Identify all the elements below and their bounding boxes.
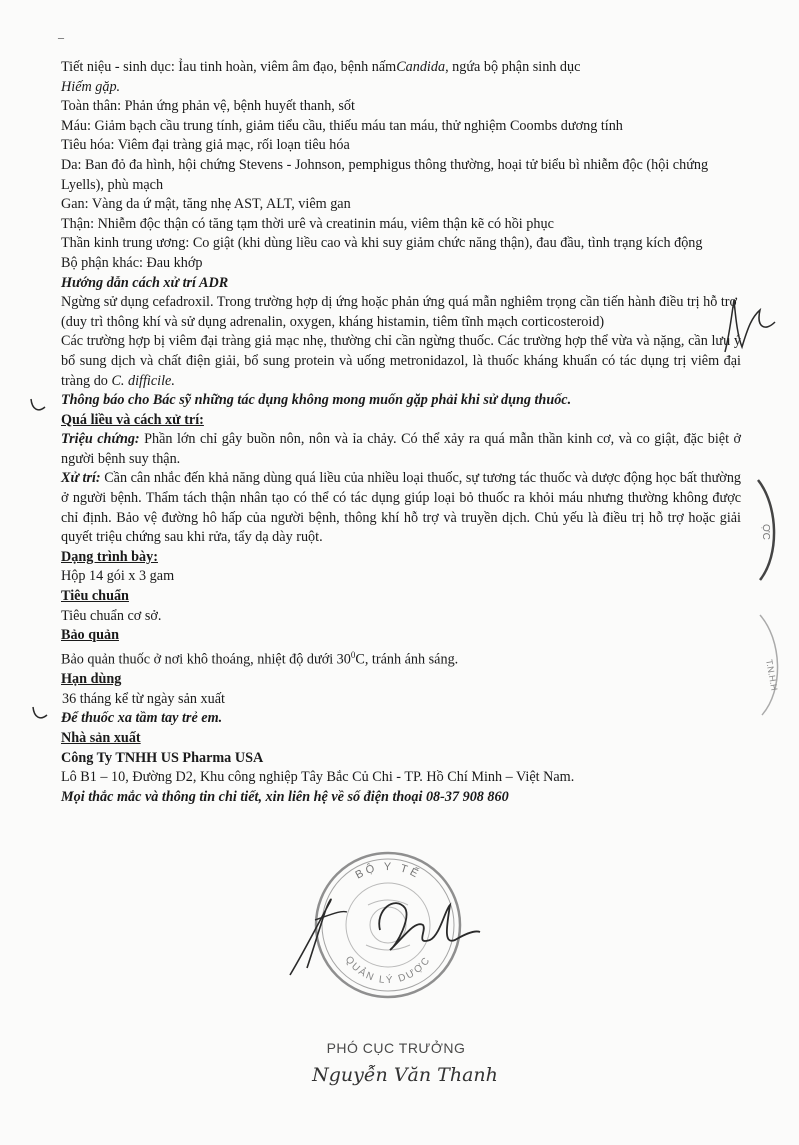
margin-hook-icon-2 (30, 703, 50, 725)
margin-initials-icon (720, 292, 780, 362)
line-mau: Máu: Giảm bạch cầu trung tính, giảm tiểu cầu, thiếu máu tan máu, thử nghiệm Coombs dương tính (61, 117, 623, 134)
line-cong-ty: Công Ty TNHH US Pharma USA (61, 749, 264, 766)
seal-text-top: BỘ Y TẾ (353, 860, 423, 882)
heading-qua-lieu: Quá liều và cách xử trí: (61, 411, 204, 428)
heading-bao-quan: Bảo quản (61, 627, 119, 644)
line-tieu-chuan: Tiêu chuẩn cơ sở. (61, 607, 162, 624)
heading-tieu-chuan: Tiêu chuẩn (61, 588, 129, 605)
line-dia-chi: Lô B1 – 10, Đường D2, Khu công nghiệp Tây Bắc Củ Chi - TP. Hồ Chí Minh – Việt Nam. (61, 769, 575, 786)
line-bao-quan: Bảo quản thuốc ở nơi khô thoáng, nhiệt độ dưới $30^0C$, tránh ánh sáng. (61, 649, 459, 668)
line-than: Thận: Nhiễm độc thận có tăng tạm thời urê và creatinin máu, viêm thận kẽ có hồi phục (61, 215, 554, 232)
line-de-thuoc: Để thuốc xa tầm tay trẻ em. (61, 710, 223, 727)
paragraph-huong-dan-2: Các trường hợp bị viêm đại tràng giả mạc nhẹ, thường chỉ cần ngừng thuốc. Các trường hợp thể vừa và nặng, cần lưu ý bổ sung dịch và chất điện giải, bổ sung protein và uống metronidazol, là thuốc kháng khuẩn có tác dụng trị viêm đại tràng do C. difficile. (61, 333, 741, 389)
paragraph-xu-tri: Xử trí: Cần cân nhắc đến khả năng dùng quá liều của nhiều loại thuốc, sự tương tác thuốc và dược động học bất thường ở người bệnh. Thẩm tách thận nhân tạo có thể có tác dụng giúp loại bỏ thuốc ra khỏi máu nhưng thường không được chỉ định. Bảo vệ đường hô hấp của người bệnh, thông khí hỗ trợ và truyền dịch. Chủ yếu là điều trị hỗ trợ hoặc giải quyết triệu chứng sau khi rửa, tẩy dạ dày ruột. (61, 470, 742, 546)
line-bo-phan-khac: Bộ phận khác: Đau khớp (61, 254, 203, 271)
line-gan: Gan: Vàng da ứ mật, tăng nhẹ AST, ALT, viêm gan (61, 196, 351, 213)
paragraph-trieu-chung: Triệu chứng: Phần lớn chỉ gây buồn nôn, nôn và ỉa chảy. Có thể xảy ra quá mẫn thần kinh cơ, và co giật, đặc biệt ở người bệnh suy thận. (61, 431, 741, 467)
partial-seal-icon (752, 610, 792, 720)
line-han-dung: 36 tháng kể từ ngày sản xuất (62, 690, 225, 707)
line-dang-trinh-bay: Hộp 14 gói x 3 gam (61, 568, 175, 585)
line-da: Da: Ban đỏ đa hình, hội chứng Stevens - Johnson, pemphigus thông thường, hoại tử biểu bì nhiễm độc (hội chứng Lyells), phù mạch (61, 156, 709, 193)
heading-nha-san-xuat: Nhà sản xuất (61, 729, 141, 746)
partial-stamp-icon (748, 475, 788, 585)
svg-text:ỢC: ỢC (760, 524, 771, 540)
signatory-title: PHÓ CỤC TRƯỞNG (326, 1040, 466, 1056)
margin-hook-icon (28, 395, 48, 417)
signature-icon (285, 890, 485, 980)
line-than-kinh: Thần kinh trung ương: Co giật (khi dùng liều cao và khi suy giảm chức năng thận), đau đầu, tình trạng kích động (61, 235, 703, 252)
notice-thong-bao: Thông báo cho Bác sỹ những tác dụng không mong muốn gặp phải khi sử dụng thuốc. (61, 392, 572, 409)
heading-han-dung: Hạn dùng (61, 671, 122, 688)
signatory-name: Nguyễn Văn Thanh (312, 1064, 498, 1086)
heading-hiem-gap: Hiếm gặp. (61, 78, 121, 95)
heading-dang-trinh-bay: Dạng trình bày: (61, 548, 158, 565)
line-toan-than: Toàn thân: Phản ứng phản vệ, bệnh huyết thanh, sốt (61, 98, 355, 115)
heading-huong-dan-adr: Hướng dẫn cách xử trí ADR (61, 274, 229, 291)
document-body (61, 58, 741, 807)
svg-text:T.N.H.H: T.N.H.H (764, 658, 780, 692)
paragraph-huong-dan-1: Ngừng sử dụng cefadroxil. Trong trường hợp dị ứng hoặc phản ứng quá mẫn nghiêm trọng cần tiến hành điều trị hỗ trợ (duy trì thông khí và sử dụng adrenalin, oxygen, kháng histamin, tiêm tĩnh mạch corticosteroid) (61, 294, 738, 330)
corner-mark: – (58, 30, 64, 44)
line-tieu-hoa: Tiêu hóa: Viêm đại tràng giả mạc, rối loạn tiêu hóa (61, 137, 350, 154)
line-tiet-nieu: Tiết niệu - sinh dục: Ỉau tinh hoàn, viêm âm đạo, bệnh nấmCandida, ngứa bộ phận sinh dục (61, 59, 581, 75)
seal-text-bottom: QUẢN LÝ DƯỢC (342, 954, 434, 987)
line-lien-he: Mọi thắc mắc và thông tin chi tiết, xin liên hệ về số điện thoại 08-37 908 860 (61, 788, 509, 805)
